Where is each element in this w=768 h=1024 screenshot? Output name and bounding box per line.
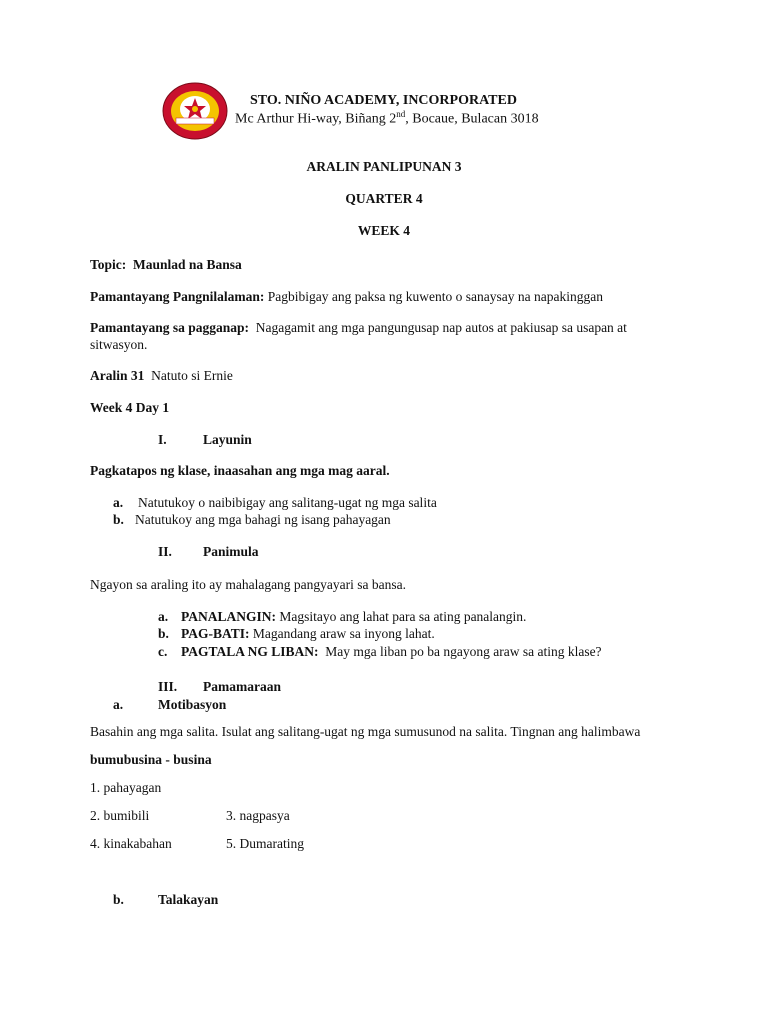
list-letter: c.: [158, 644, 168, 659]
subject-title: ARALIN PANLIPUNAN 3: [306, 159, 462, 174]
list-item-label: PANALANGIN:: [181, 609, 276, 624]
section-title: Pamamaraan: [203, 679, 281, 694]
content-standard: [90, 289, 603, 305]
list-item: [181, 644, 602, 660]
section-title: Layunin: [203, 432, 252, 447]
address-part: , Bocaue, Bulacan 3018: [405, 111, 539, 127]
topic-line: [90, 257, 242, 273]
quarter-title: QUARTER 4: [345, 191, 423, 206]
list-item-text: May mga liban po ba ngayong araw sa ating klase?: [325, 644, 602, 659]
subsection-letter: a.: [113, 697, 124, 712]
list-item: [181, 609, 526, 625]
subsection-title: Motibasyon: [158, 697, 227, 712]
section-number: II.: [158, 544, 172, 559]
word-item: 5. Dumarating: [226, 836, 304, 851]
section-number: I.: [158, 432, 167, 447]
performance-standard-label: Pamantayang sa pagganap:: [90, 320, 250, 335]
topic-label: Topic:: [90, 257, 127, 272]
instructions-text: Basahin ang mga salita. Isulat ang salitang-ugat ng mga sumusunod na salita. Tingnan ang halimbawa: [90, 724, 641, 739]
list-item-label: PAG-BATI:: [181, 626, 250, 641]
list-item: Natutukoy ang mga bahagi ng isang pahayagan: [135, 512, 391, 527]
performance-standard: [90, 320, 627, 336]
word-item: 1. pahayagan: [90, 780, 162, 795]
day-heading: Week 4 Day 1: [90, 400, 170, 415]
introduction-text: Ngayon sa araling ito ay mahalagang pangyayari sa bansa.: [90, 577, 407, 592]
week-title: WEEK 4: [357, 223, 411, 238]
address-superscript: nd: [396, 109, 406, 119]
list-item-text: Magsitayo ang lahat para sa ating panalangin.: [279, 609, 527, 624]
list-letter: a.: [113, 495, 124, 510]
subsection-title: Talakayan: [158, 892, 219, 907]
section-number: III.: [158, 679, 178, 694]
subsection-letter: b.: [113, 892, 124, 907]
lesson-value: Natuto si Ernie: [151, 368, 233, 383]
list-item: Natutukoy o naibibigay ang salitang-ugat ng mga salita: [138, 495, 437, 510]
list-letter: b.: [113, 512, 124, 527]
school-address: [235, 109, 539, 128]
performance-standard-line2: sitwasyon.: [90, 337, 148, 352]
lesson-label: Aralin 31: [90, 368, 145, 383]
word-item: 2. bumibili: [90, 808, 150, 823]
list-item-label: PAGTALA NG LIBAN:: [181, 644, 319, 659]
list-letter: a.: [158, 609, 169, 624]
example-text: bumubusina - busina: [90, 752, 212, 767]
topic-value: Maunlad na Bansa: [133, 257, 242, 272]
content-standard-value: Pagbibigay ang paksa ng kuwento o sanaysay na napakinggan: [267, 289, 603, 304]
address-part: Mc Arthur Hi-way, Biñang 2: [235, 111, 397, 127]
word-item: 4. kinakabahan: [90, 836, 172, 851]
list-item-text: Magandang araw sa inyong lahat.: [252, 626, 435, 641]
objectives-intro: Pagkatapos ng klase, inaasahan ang mga mag aaral.: [90, 463, 390, 478]
section-title: Panimula: [203, 544, 259, 559]
school-name: STO. NIÑO ACADEMY, INCORPORATED: [250, 93, 517, 108]
word-item: 3. nagpasya: [226, 808, 290, 823]
school-seal-logo: [162, 82, 228, 140]
lesson-line: [90, 368, 233, 384]
list-item: [181, 626, 435, 642]
list-letter: b.: [158, 626, 169, 641]
content-standard-label: Pamantayang Pangnilalaman:: [90, 289, 265, 304]
performance-standard-text: Nagagamit ang mga pangungusap nap autos at pakiusap sa usapan at: [255, 320, 627, 335]
